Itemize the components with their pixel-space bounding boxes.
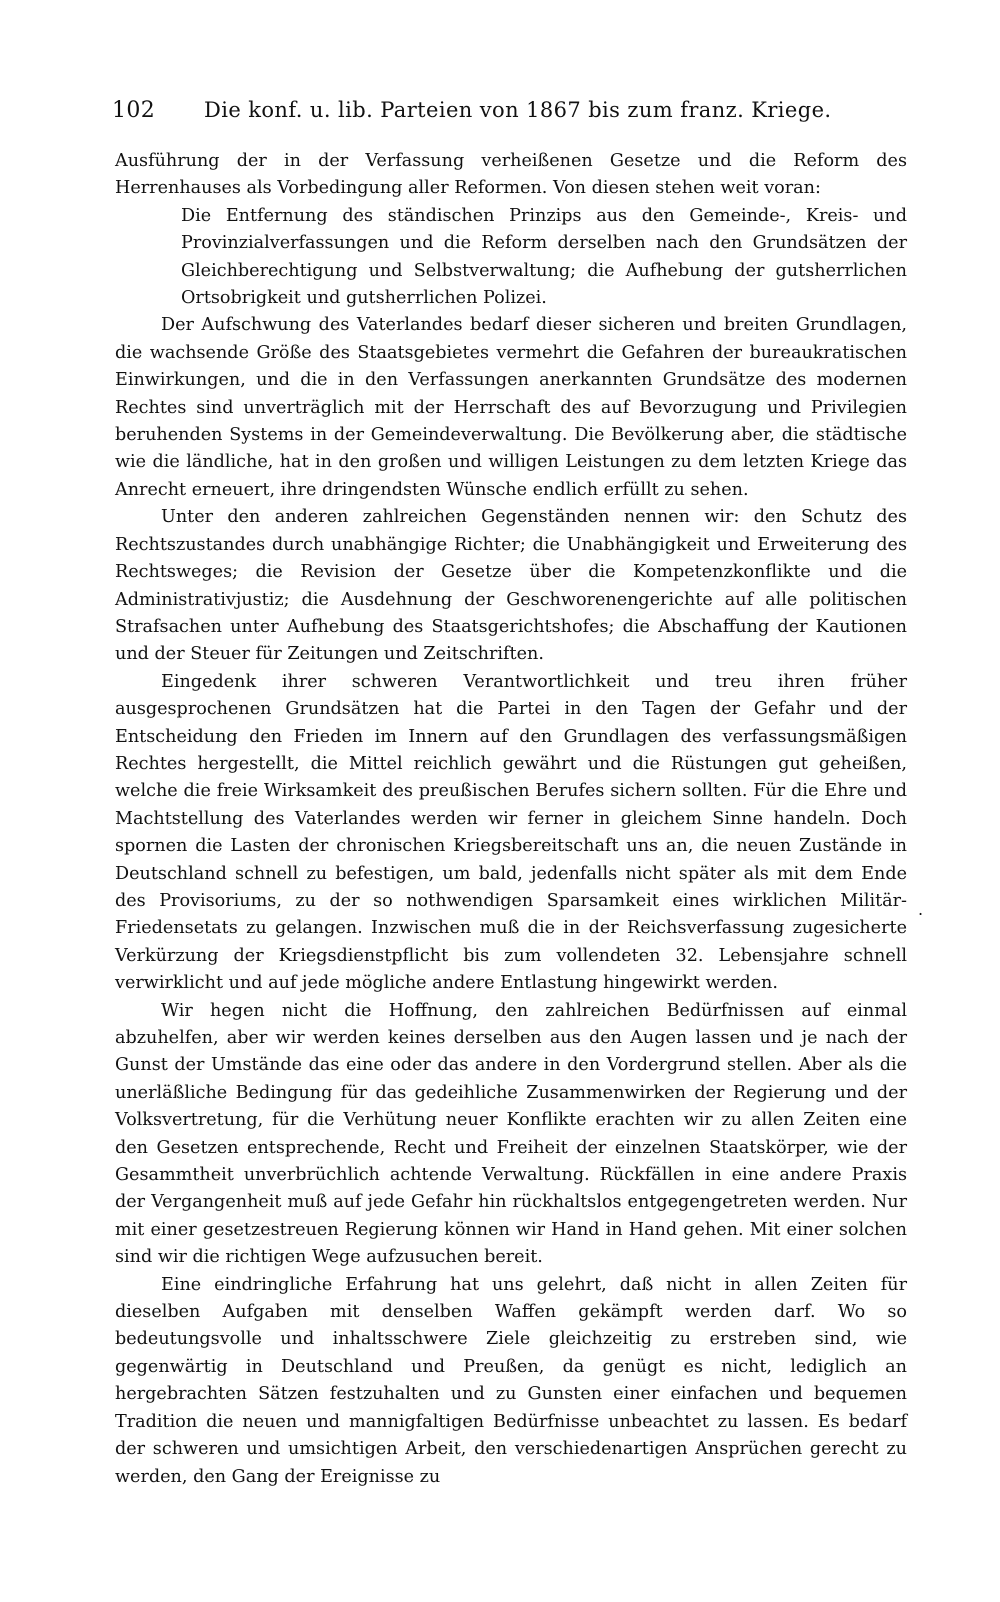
quoted-paragraph: Die Entfernung des ständischen Prinzips aus den Gemeinde-, Kreis- und Provinzialverfassungen und die Reform derselben nach den Grundsätzen der Gleichberechtigung und Selbstverwaltung; die Aufhebung der gutsherrlichen Ortsobrigkeit und gutsherrlichen Polizei. xyxy=(181,205,907,309)
running-head xyxy=(112,98,912,128)
paragraph-7: Eine eindringliche Erfahrung hat uns gelehrt, daß nicht in allen Zeiten für dieselben Aufgaben mit denselben Waffen gekämpft werden darf. Wo so bedeutungsvolle und inhaltsschwere Ziele gleichzeitig zu erstreben sind, wie gegenwärtig in Deutschland und Preußen, da genügt es nicht, lediglich an hergebrachten Sätzen festzuhalten und zu Gunsten einer einfachen und bequemen Tradition die neuen und mannigfaltigen Bedürfnisse unbeachtet zu lassen. Es bedarf der schweren und umsichtigen Arbeit, den verschiedenartigen Ansprüchen gerecht zu werden, den Gang der Ereignisse zu xyxy=(115,1274,907,1487)
paragraph-1: Ausführung der in der Verfassung verheißenen Gesetze und die Reform des Herrenhauses als Vorbedingung aller Reformen. Von diesen stehen weit voran: xyxy=(115,151,907,199)
paragraph-5: Eingedenk ihrer schweren Verantwortlichkeit und treu ihren früher ausgesprochenen Grundsätzen hat die Partei in den Tagen der Gefahr und der Entscheidung den Frieden im Innern auf den Grundlagen des verfassungsmäßigen Rechtes hergestellt, die Mittel reichlich gewährt und die Rüstungen gut geheißen, welche die freie Wirksamkeit des preußischen Berufes sichern sollten. Für die Ehre und Machtstellung des Vaterlandes werden wir ferner in gleichem Sinne handeln. Doch spornen die Lasten der chronischen Kriegsbereitschaft uns an, die neuen Zustände in Deutschland schnell zu befestigen, um bald, jedenfalls nicht später als mit dem Ende des Provisoriums, zu der so nothwendigen Sparsamkeit eines wirklichen Militär-Friedensetats zu gelangen. Inzwischen muß die in der Reichsverfassung zugesicherte Verkürzung der Kriegsdienstpflicht bis zum vollendeten 32. Lebensjahre schnell verwirklicht und auf jede mögliche andere Entlastung hingewirkt werden. xyxy=(115,671,907,994)
paragraph-4: Unter den anderen zahlreichen Gegenständen nennen wir: den Schutz des Rechtszustandes durch unabhängige Richter; die Unabhängigkeit und Erweiterung des Rechtsweges; die Revision der Gesetze über die Kompetenzkonflikte und die Administrativjustiz; die Ausdehnung der Geschworenengerichte auf alle politischen Strafsachen unter Aufhebung des Staatsgerichtshofes; die Abschaffung der Kautionen und der Steuer für Zeitungen und Zeitschriften. xyxy=(115,507,907,665)
paragraph-6: Wir hegen nicht die Hoffnung, den zahlreichen Bedürfnissen auf einmal abzuhelfen, aber wir werden keines derselben aus den Augen lassen und je nach der Gunst der Umstände das eine oder das andere in den Vordergrund stellen. Aber als die unerläßliche Bedingung für das gedeihliche Zusammenwirken der Regierung und der Volksvertretung, für die Verhütung neuer Konflikte erachten wir zu allen Zeiten eine den Gesetzen entsprechende, Recht und Freiheit der einzelnen Staatskörper, wie der Gesammtheit unverbrüchlich achtende Verwaltung. Rückfällen in eine andere Praxis der Vergangenheit muß auf jede Gefahr hin rückhaltslos entgegengetreten werden. Nur mit einer gesetzestreuen Regierung können wir Hand in Hand gehen. Mit einer solchen sind wir die richtigen Wege aufzusuchen bereit. xyxy=(115,1000,907,1268)
paragraph-3: Der Aufschwung des Vaterlandes bedarf dieser sicheren und breiten Grundlagen, die wachsende Größe des Staatsgebietes vermehrt die Gefahren der bureaukratischen Einwirkungen, und die in den Verfassungen anerkannten Grundsätze des modernen Rechtes sind unverträglich mit der Herrschaft des auf Bevorzugung und Privilegien beruhenden Systems in der Gemeindeverwaltung. Die Bevölkerung aber, die städtische wie die ländliche, hat in den großen und willigen Leistungen zu dem letzten Kriege das Anrecht erneuert, ihre dringendsten Wünsche endlich erfüllt zu sehen. xyxy=(115,315,907,500)
running-head-title: Die konf. u. lib. Parteien von 1867 bis zum franz. Kriege. xyxy=(204,98,832,122)
body-text xyxy=(115,148,907,1491)
margin-mark: . xyxy=(918,900,924,919)
page-number: 102 xyxy=(112,98,156,123)
